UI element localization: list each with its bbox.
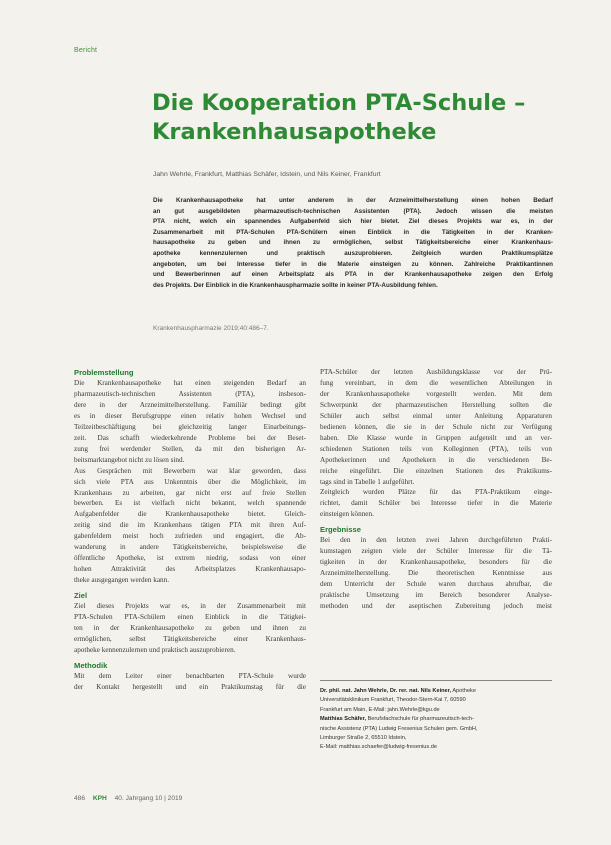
heading-ziel: Ziel [74,591,88,601]
body-line: gabenfeldern meist hoch zufrieden und engagiert, die Ab- [74,532,306,541]
body-line: methoden und der aseptischen Zubereitung jedoch meist [320,602,552,611]
body-line: zeitig sind die im Krankenhaus tätigen PTA mit ihren Auf- [74,521,306,530]
body-line: PTA-Schüler der letzten Ausbildungsklasse vor der Prü- [320,368,552,376]
body-line: apotheke kennenzulernen und praktisch auszuprobieren. [74,645,236,654]
body-line: richtet, damit Schüler bei Interesse tiefer in die Materie [320,499,552,508]
bio-email-2: E-Mail: matthias.schaefer@ludwig-fresenius.de [320,744,437,751]
bio-author1-affil: Apotheke [452,688,476,694]
heading-methodik: Methodik [74,660,108,670]
bio-line [320,715,560,724]
body-line: Aufgabenfelder die Krankenhausapotheke bietet. Gleich- [74,510,306,519]
bio-author2-affil: Berufsfachschule für pharmazeutisch-tech- [367,716,474,723]
body-line: praktische Umsetzung im Bereich besonderer Analyse- [320,591,552,600]
body-line: Mit dem Leiter einer benachbarten PTA-Schule wurde [74,671,306,680]
body-line: hohen Attraktivität des Arbeitsplatzes Krankenhausapo- [74,565,306,574]
body-line: Aus Gesprächen mit Bewerbern war klar geworden, dass [74,466,306,475]
article-title [152,89,572,147]
body-line: Die Krankenhausapotheke hat einen steigenden Bedarf an [74,379,306,387]
abstract-line: des Projekts. Der Einblick in die Krankenhauspharmazie sollte in keiner PTA-Ausbildung fehlen. [153,281,438,289]
abstract-line: an gut ausgebildeten pharmazeutisch-technischen Assistenten (PTA). Jedoch wissen die meisten [153,207,553,215]
body-line: Arzneimittelherstellung. Die theoretischen Kenntnisse aus [320,569,552,578]
abstract-line: und Bewerberinnen auf einen Arbeitsplatz als PTA in der Krankenhausapotheke zeigen den Erfolg [153,271,553,279]
body-line: PTA-Schulen PTA-Schülern einen Einblick in die Tätigkei- [74,613,306,622]
body-line: ten in der Krankenhausapotheke zu geben und ihnen zu [74,624,306,633]
body-line: Ziel dieses Projekts war es, in der Zusammenarbeit mit [74,602,306,611]
body-line: einsteigen können. [320,510,374,519]
body-line: zung frei werdender Stellen, da mit den bisherigen Ar- [74,444,306,453]
body-line: Schüler auch selbst einmal unter Anleitung Apparaturen [320,411,552,420]
body-line: theke ausgegangen werden kann. [74,576,169,585]
body-line: Zeitgleich wurden Plätze für das PTA-Praktikum einge- [320,488,552,497]
bio-author1-name: Dr. phil. nat. Jahn Wehrle, Dr. rer. nat. Nils Keiner, [320,688,452,694]
body-line: tigkeiten in der Krankenhausapotheke, besonders für die [320,558,552,567]
heading-problemstellung: Problemstellung [74,368,134,377]
bio-line: Universitätsklinikum Frankfurt, Theodor-Stern-Kai 7, 60590 [320,697,466,704]
body-line: bedienen können, die sie in der Schule nicht zur Verfügung [320,422,552,431]
bio-line: Limburger Straße 2, 65510 Idstein, [320,735,407,742]
abstract-line: apotheke kennenzulernen und praktisch auszuprobieren. Zeitgleich wurden Praktikumsplätze [153,249,553,257]
body-line: es in dieser Berufsgruppe einen relativ hohen Wechsel und [74,411,306,420]
body-line: Teilzeitbeschäftigung bei gleichzeitig langer Einarbeitungs- [74,422,306,431]
body-line: wanderung in andere Tätigkeitsbereiche, beispielsweise die [74,543,306,552]
page-number: 486 [74,795,86,802]
body-line: Bei den in den letzten zwei Jahren durchgeführten Prakti- [320,536,552,545]
left-column [74,367,306,693]
body-line: der Kontakt hergestellt und ein Praktikumstag für die [74,682,306,691]
abstract-line: PTA nicht, welch ein spannendes Aufgabenfeld sich hier bietet. Ziel dieses Projekts war es, in der [153,218,553,226]
body-line: tags sind in Tabelle 1 aufgeführt. [320,477,415,486]
body-line: haben. Die Klasse wurde in Gruppen aufgeteilt und an ver- [320,433,552,442]
body-line: öffentliche Apotheke, ist extrem niedrig, sodass von einer [74,554,306,563]
body-line: reiche eingeführt. Die einzelnen Stationen des Praktikums- [320,466,552,475]
section-label: Bericht [74,47,98,54]
citation: Krankenhauspharmazie 2019;40:486–7. [153,325,269,332]
body-line: Krankenhaus zu arbeiten, gar nicht erst auf freie Stellen [74,488,306,497]
body-line: dem Unterricht der Schule waren durchaus abrufbar, die [320,580,552,589]
body-line: Schwerpunkt der pharmazeutischen Herstellung sollten die [320,400,552,409]
body-line: schiedenen Stationen teils von Kolleginnen (PTA), teils von [320,444,552,453]
body-line: pharmazeutisch-technischen Assistenten (PTA), insbeson- [74,389,306,398]
title-line-2: Krankenhausapotheke [152,119,437,145]
abstract-line: angeboten, um bei Interesse tiefer in die Materie einsteigen zu können. Zahlreiche Praktikantinnen [153,260,553,268]
body-line: der Krankenhausapotheke vorgestellt werden. Mit dem [320,389,552,398]
abstract-line: hausapotheke zu geben und ihnen zu ermöglichen, selbst Tätigkeitsbereiche einer Krankenhaus- [153,239,553,247]
author-bio [320,687,560,753]
abstract-line: Zusammenarbeit mit PTA-Schulen PTA-Schülern einen Einblick in die Tätigkeiten in der Kranken- [153,228,553,236]
body-line: bewerben. Es ist vielfach nicht bekannt, welch spannende [74,499,306,508]
body-line: sich viele PTA aus Unkenntnis über die Möglichkeit, im [74,477,306,486]
abstract-line: Die Krankenhausapotheke hat unter anderem in der Arzneimittelherstellung einen hohen Bedarf [153,197,553,204]
body-line: Apothekerinnen und Apothekern in die verschiedenen Be- [320,455,552,464]
bio-author2-name: Matthias Schäfer, [320,716,367,723]
bio-line: nische Assistenz (PTA) Ludwig Fresenius Schulen gem. GmbH, [320,725,478,732]
title-line-1: Die Kooperation PTA-Schule – [152,90,526,116]
bio-divider [320,680,552,681]
body-line: dere in der Arzneimittelherstellung. Familiär bedingt gibt [74,400,306,409]
body-line: ermöglichen, selbst Tätigkeitsbereiche einer Krankenhaus- [74,634,306,643]
author-line: Jahn Wehrle, Frankfurt, Matthias Schäfer, Idstein, und Nils Keiner, Frankfurt [153,171,381,178]
bio-line [320,687,560,696]
journal-name: KPH [92,795,107,802]
abstract [153,196,553,291]
body-line: fung vereinbart, in dem die wesentlichen Abteilungen in [320,378,552,387]
bio-email-1: Frankfurt am Main, E-Mail: jahn.Wehrle@kgu.de [320,706,440,713]
body-line: beitsmarktangebot nicht zu lösen sind. [74,455,185,464]
journal-issue: 40. Jahrgang 10 | 2019 [114,795,183,802]
heading-ergebnisse: Ergebnisse [320,525,361,535]
page-footer [74,795,182,802]
right-column [320,367,552,612]
body-line: zeit. Das schafft wiederkehrende Probleme bei der Beset- [74,433,306,442]
body-line: kumstagen zeigten viele der Schüler Interesse für die Tä- [320,547,552,556]
